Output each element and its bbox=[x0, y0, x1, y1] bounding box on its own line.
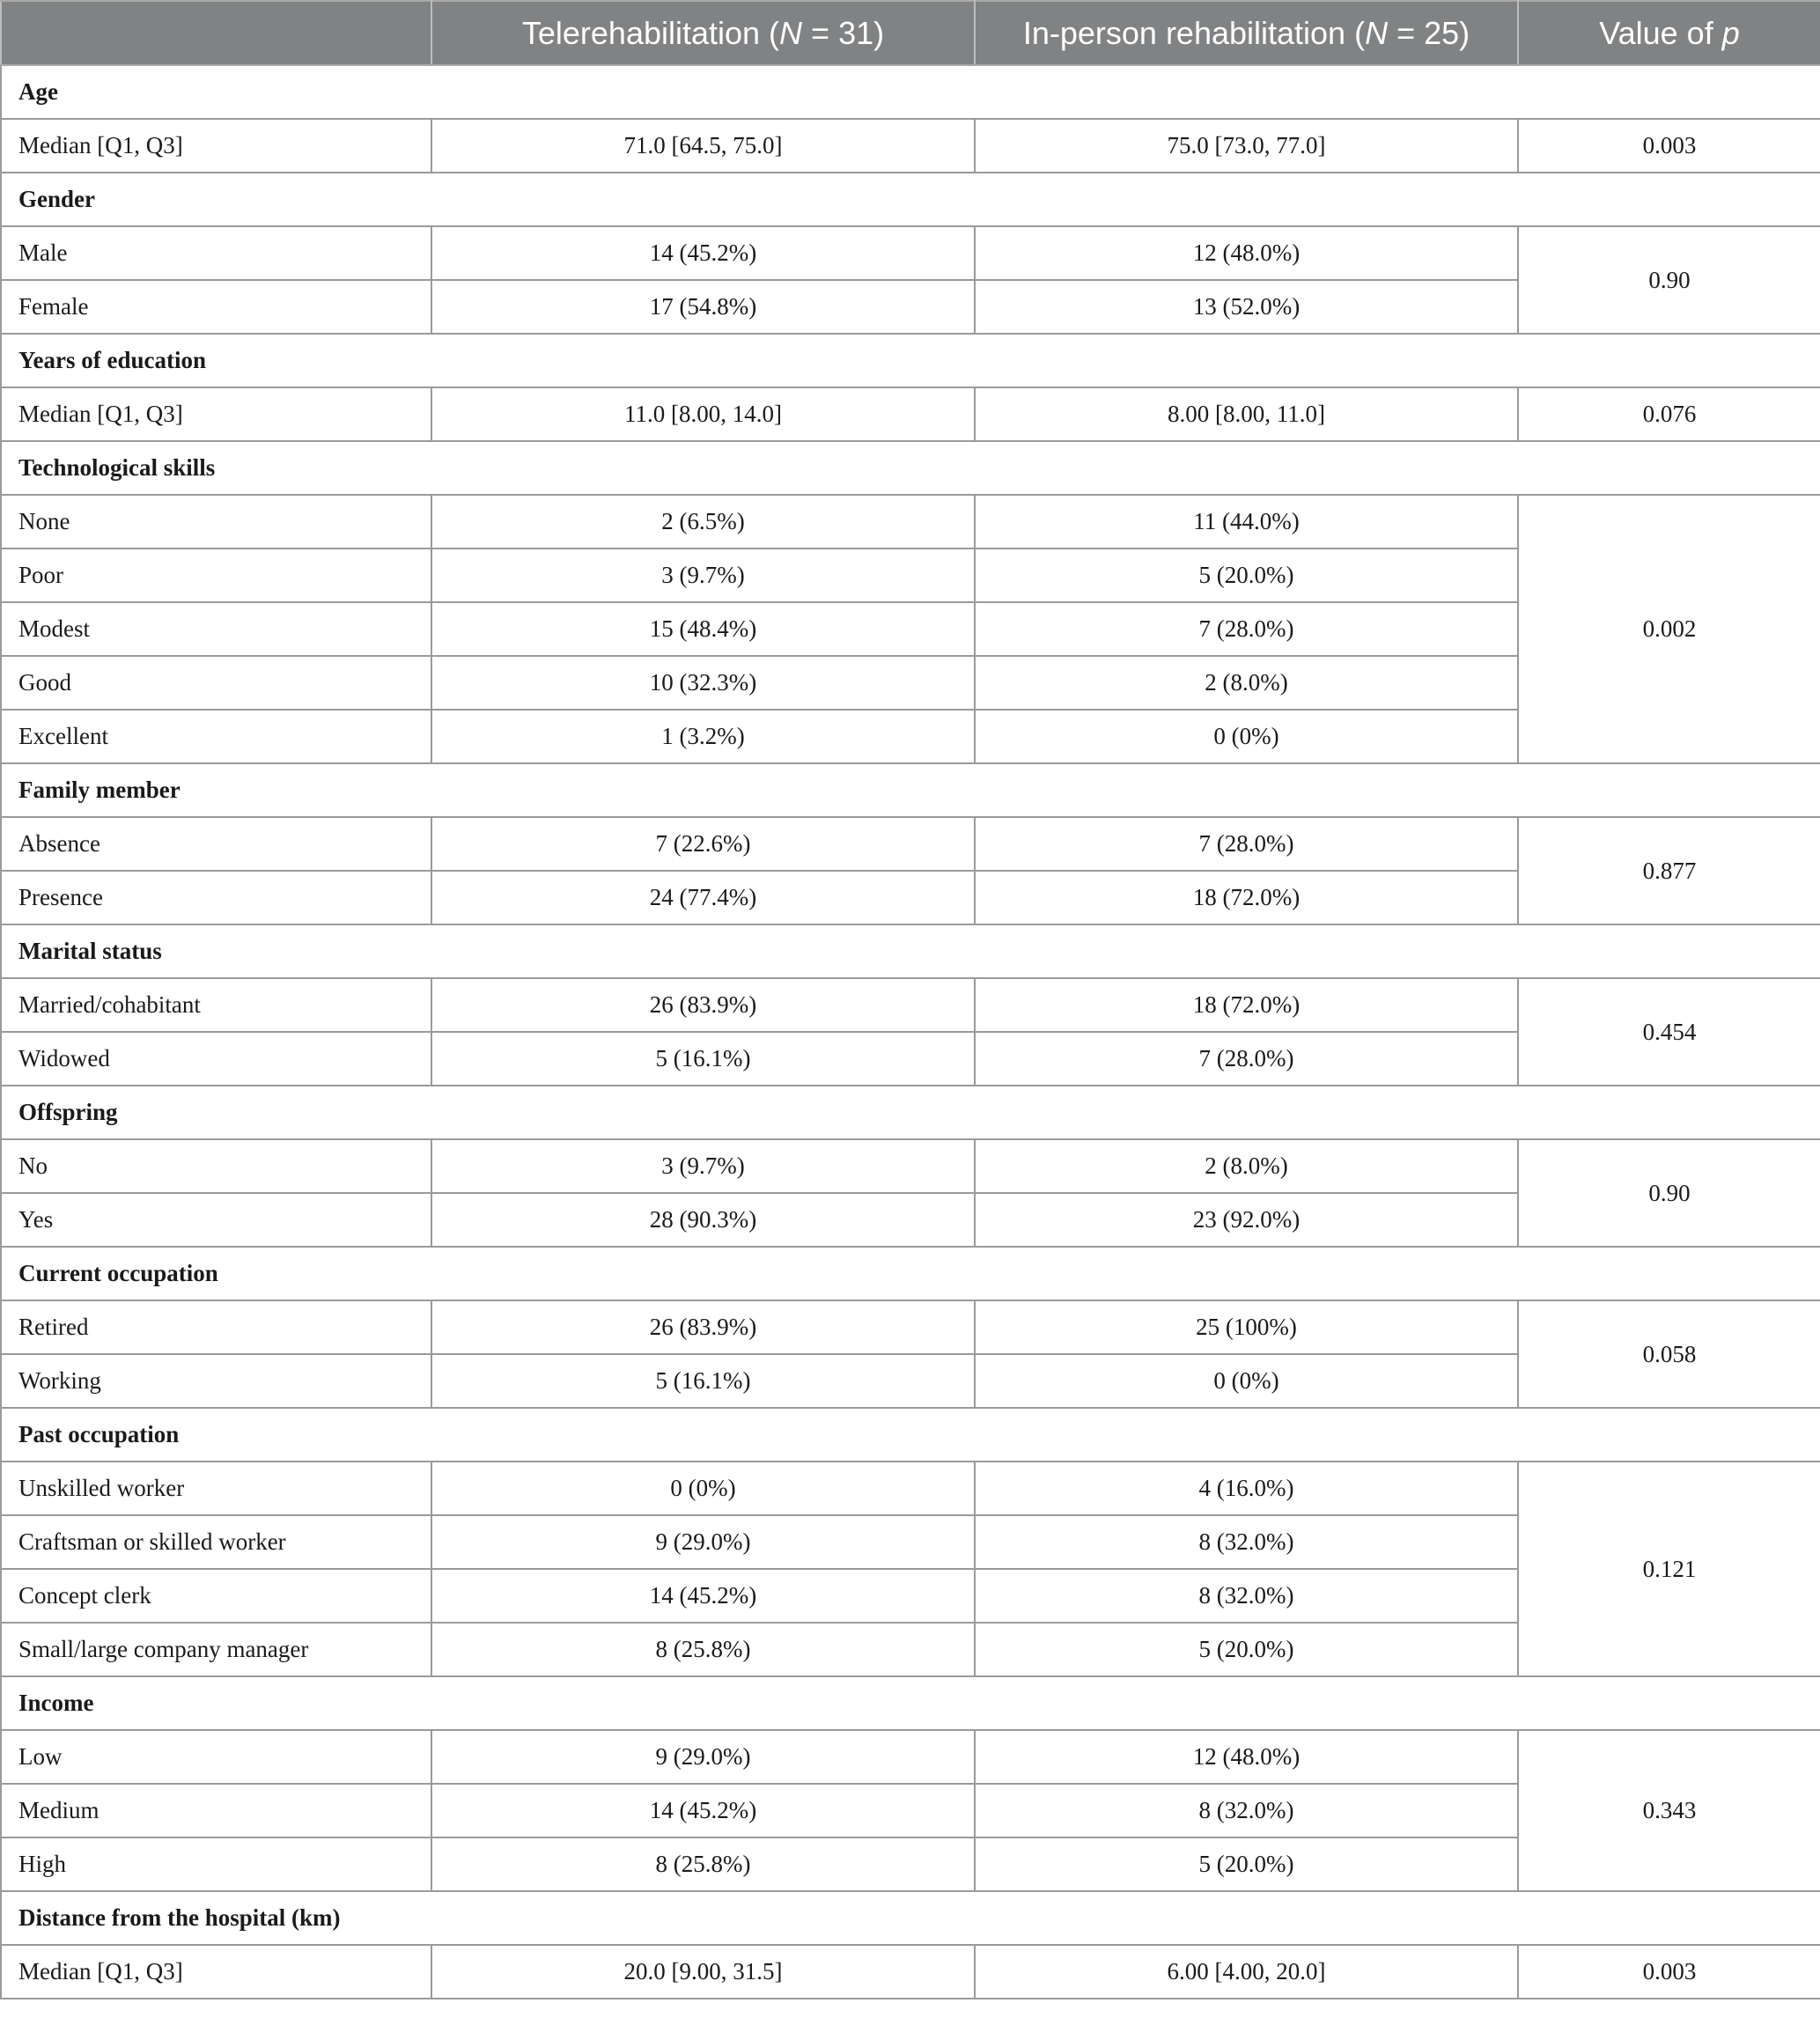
inperson-value: 23 (92.0%) bbox=[975, 1193, 1518, 1247]
header-in-person bbox=[975, 1, 1518, 65]
tele-value: 3 (9.7%) bbox=[431, 549, 975, 602]
table-row bbox=[1, 1139, 1820, 1193]
inperson-value: 7 (28.0%) bbox=[975, 1032, 1518, 1086]
tele-value: 14 (45.2%) bbox=[431, 226, 975, 280]
section-title: Marital status bbox=[1, 924, 1820, 978]
section-title: Family member bbox=[1, 763, 1820, 817]
tele-value: 24 (77.4%) bbox=[431, 871, 975, 924]
section-row bbox=[1, 1086, 1820, 1139]
tele-value: 7 (22.6%) bbox=[431, 817, 975, 871]
tele-value: 26 (83.9%) bbox=[431, 1300, 975, 1354]
inperson-value: 8 (32.0%) bbox=[975, 1569, 1518, 1623]
inperson-value: 4 (16.0%) bbox=[975, 1462, 1518, 1515]
section-row bbox=[1, 1408, 1820, 1462]
header-row bbox=[1, 1, 1820, 65]
section-title: Offspring bbox=[1, 1086, 1820, 1139]
row-label: Median [Q1, Q3] bbox=[1, 119, 431, 173]
row-label: Female bbox=[1, 280, 431, 334]
tele-value: 8 (25.8%) bbox=[431, 1837, 975, 1891]
row-label: Retired bbox=[1, 1300, 431, 1354]
tele-value: 8 (25.8%) bbox=[431, 1623, 975, 1676]
inperson-value: 7 (28.0%) bbox=[975, 602, 1518, 656]
section-title: Years of education bbox=[1, 334, 1820, 387]
row-label: Unskilled worker bbox=[1, 1462, 431, 1515]
inperson-value: 18 (72.0%) bbox=[975, 871, 1518, 924]
section-title: Technological skills bbox=[1, 441, 1820, 495]
row-label: Yes bbox=[1, 1193, 431, 1247]
tele-value: 17 (54.8%) bbox=[431, 280, 975, 334]
tele-value: 2 (6.5%) bbox=[431, 495, 975, 549]
table-row bbox=[1, 1945, 1820, 1999]
header-inperson-n: N bbox=[1365, 14, 1389, 51]
header-tele-n: N bbox=[779, 14, 803, 51]
table-row bbox=[1, 387, 1820, 441]
section-title: Age bbox=[1, 65, 1820, 119]
tele-value: 14 (45.2%) bbox=[431, 1569, 975, 1623]
tele-value: 5 (16.1%) bbox=[431, 1354, 975, 1408]
row-label: Medium bbox=[1, 1784, 431, 1837]
inperson-value: 2 (8.0%) bbox=[975, 1139, 1518, 1193]
row-label: Presence bbox=[1, 871, 431, 924]
inperson-value: 13 (52.0%) bbox=[975, 280, 1518, 334]
row-label: Married/cohabitant bbox=[1, 978, 431, 1032]
section-title: Distance from the hospital (km) bbox=[1, 1891, 1820, 1945]
tele-value: 71.0 [64.5, 75.0] bbox=[431, 119, 975, 173]
row-label: No bbox=[1, 1139, 431, 1193]
table-row bbox=[1, 226, 1820, 280]
row-label: Concept clerk bbox=[1, 1569, 431, 1623]
tele-value: 3 (9.7%) bbox=[431, 1139, 975, 1193]
p-value: 0.003 bbox=[1518, 119, 1820, 173]
header-inperson-prefix: In-person rehabilitation ( bbox=[1022, 14, 1366, 51]
p-value: 0.002 bbox=[1518, 495, 1820, 763]
section-title: Income bbox=[1, 1676, 1820, 1730]
table-row bbox=[1, 1462, 1820, 1515]
inperson-value: 0 (0%) bbox=[975, 710, 1518, 763]
table-row bbox=[1, 1300, 1820, 1354]
tele-value: 1 (3.2%) bbox=[431, 710, 975, 763]
tele-value: 9 (29.0%) bbox=[431, 1730, 975, 1784]
table-row bbox=[1, 978, 1820, 1032]
tele-value: 0 (0%) bbox=[431, 1462, 975, 1515]
row-label: None bbox=[1, 495, 431, 549]
table-row bbox=[1, 817, 1820, 871]
tele-value: 20.0 [9.00, 31.5] bbox=[431, 1945, 975, 1999]
inperson-value: 12 (48.0%) bbox=[975, 226, 1518, 280]
header-telerehabilitation bbox=[431, 1, 975, 65]
table-row bbox=[1, 119, 1820, 173]
section-row bbox=[1, 1247, 1820, 1300]
tele-value: 26 (83.9%) bbox=[431, 978, 975, 1032]
inperson-value: 11 (44.0%) bbox=[975, 495, 1518, 549]
row-label: Median [Q1, Q3] bbox=[1, 1945, 431, 1999]
table-row bbox=[1, 1730, 1820, 1784]
row-label: Modest bbox=[1, 602, 431, 656]
section-title: Past occupation bbox=[1, 1408, 1820, 1462]
p-value: 0.90 bbox=[1518, 226, 1820, 334]
row-label: Widowed bbox=[1, 1032, 431, 1086]
section-title: Gender bbox=[1, 173, 1820, 226]
header-inperson-suffix: = 25) bbox=[1388, 14, 1470, 51]
section-row bbox=[1, 763, 1820, 817]
header-tele-prefix: Telerehabilitation ( bbox=[521, 14, 780, 51]
tele-value: 15 (48.4%) bbox=[431, 602, 975, 656]
tele-value: 9 (29.0%) bbox=[431, 1515, 975, 1569]
p-value: 0.121 bbox=[1518, 1462, 1820, 1676]
header-p-prefix: Value of bbox=[1599, 14, 1722, 51]
inperson-value: 12 (48.0%) bbox=[975, 1730, 1518, 1784]
section-title: Current occupation bbox=[1, 1247, 1820, 1300]
p-value: 0.076 bbox=[1518, 387, 1820, 441]
tele-value: 10 (32.3%) bbox=[431, 656, 975, 710]
inperson-value: 75.0 [73.0, 77.0] bbox=[975, 119, 1518, 173]
inperson-value: 5 (20.0%) bbox=[975, 1837, 1518, 1891]
row-label: Median [Q1, Q3] bbox=[1, 387, 431, 441]
header-variable bbox=[1, 1, 431, 65]
p-value: 0.343 bbox=[1518, 1730, 1820, 1891]
row-label: Excellent bbox=[1, 710, 431, 763]
row-label: Working bbox=[1, 1354, 431, 1408]
p-value: 0.003 bbox=[1518, 1945, 1820, 1999]
row-label: Poor bbox=[1, 549, 431, 602]
section-row bbox=[1, 1891, 1820, 1945]
inperson-value: 8.00 [8.00, 11.0] bbox=[975, 387, 1518, 441]
inperson-value: 7 (28.0%) bbox=[975, 817, 1518, 871]
section-row bbox=[1, 65, 1820, 119]
inperson-value: 5 (20.0%) bbox=[975, 1623, 1518, 1676]
header-p-value bbox=[1518, 1, 1820, 65]
section-row bbox=[1, 441, 1820, 495]
row-label: Low bbox=[1, 1730, 431, 1784]
section-row bbox=[1, 924, 1820, 978]
row-label: Good bbox=[1, 656, 431, 710]
row-label: Craftsman or skilled worker bbox=[1, 1515, 431, 1569]
inperson-value: 18 (72.0%) bbox=[975, 978, 1518, 1032]
section-row bbox=[1, 173, 1820, 226]
section-row bbox=[1, 334, 1820, 387]
header-p-symbol: p bbox=[1721, 14, 1740, 51]
inperson-value: 2 (8.0%) bbox=[975, 656, 1518, 710]
row-label: Male bbox=[1, 226, 431, 280]
inperson-value: 8 (32.0%) bbox=[975, 1515, 1518, 1569]
inperson-value: 5 (20.0%) bbox=[975, 549, 1518, 602]
p-value: 0.90 bbox=[1518, 1139, 1820, 1247]
tele-value: 28 (90.3%) bbox=[431, 1193, 975, 1247]
section-row bbox=[1, 1676, 1820, 1730]
row-label: High bbox=[1, 1837, 431, 1891]
p-value: 0.058 bbox=[1518, 1300, 1820, 1408]
inperson-value: 0 (0%) bbox=[975, 1354, 1518, 1408]
tele-value: 5 (16.1%) bbox=[431, 1032, 975, 1086]
row-label: Absence bbox=[1, 817, 431, 871]
inperson-value: 25 (100%) bbox=[975, 1300, 1518, 1354]
row-label: Small/large company manager bbox=[1, 1623, 431, 1676]
tele-value: 14 (45.2%) bbox=[431, 1784, 975, 1837]
inperson-value: 6.00 [4.00, 20.0] bbox=[975, 1945, 1518, 1999]
inperson-value: 8 (32.0%) bbox=[975, 1784, 1518, 1837]
table-body bbox=[1, 65, 1820, 1999]
p-value: 0.877 bbox=[1518, 817, 1820, 924]
table-row bbox=[1, 495, 1820, 549]
header-tele-suffix: = 31) bbox=[802, 14, 885, 51]
p-value: 0.454 bbox=[1518, 978, 1820, 1086]
tele-value: 11.0 [8.00, 14.0] bbox=[431, 387, 975, 441]
